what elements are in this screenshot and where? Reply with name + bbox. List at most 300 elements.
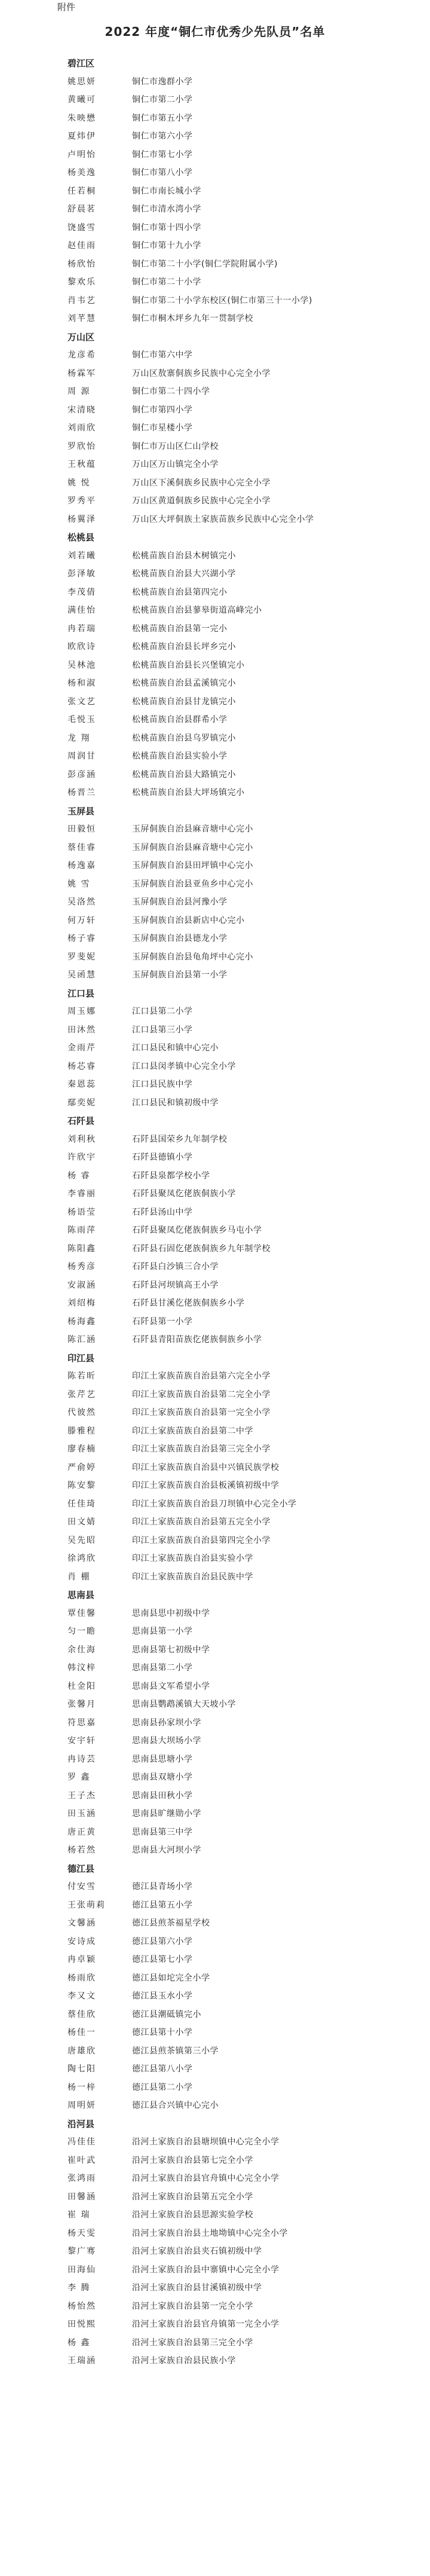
school-name: 思南县第一小学 [132,1627,193,1636]
student-name: 周 源 [67,387,91,396]
school-name: 铜仁市第二十小学东校区(铜仁市第三十一小学) [132,296,312,305]
list-item [67,2082,402,2093]
school-name: 印江土家族苗族自治县板溪镇初级中学 [132,1481,280,1490]
student-name: 毛悦玉 [67,715,96,725]
school-name: 德江县第七小学 [132,1955,193,1964]
list-item [67,478,402,488]
student-name: 崔 瑞 [67,2210,91,2220]
district-heading: 德江县 [67,1863,95,1874]
school-name: 沿河土家族自治县甘溪镇初级中学 [132,2283,262,2293]
attachment-label: 附件 [57,2,76,13]
list-item [67,1334,402,1345]
school-name: 万山区大坪侗族土家族苗族乡民族中心完全小学 [132,515,314,524]
school-name: 石阡县泉都学校小学 [132,1171,210,1181]
school-name: 石阡县甘溪仡佬族侗族乡小学 [132,1298,245,1308]
list-item [67,2009,402,2020]
school-name: 松桃苗族自治县长兴堡镇完小 [132,661,245,670]
student-name: 冉诗芸 [67,1755,96,1764]
student-name: 杨霖军 [67,369,96,378]
list-item [67,1845,402,1856]
list-item [67,2192,402,2202]
school-name: 沿河土家族自治县思源实验学校 [132,2210,253,2220]
list-item [67,149,402,160]
school-name: 石阡县青阳苗族仡佬族侗族乡小学 [132,1335,262,1344]
school-name: 思南县第七初级中学 [132,1645,210,1655]
list-item [67,423,402,433]
list-item [67,1499,402,1509]
student-name: 李茂倩 [67,588,96,597]
school-name: 松桃苗族自治县实验小学 [132,751,228,761]
student-name: 安淑涵 [67,1281,96,1290]
student-name: 严俞婷 [67,1463,96,1472]
list-item [67,1517,402,1527]
student-name: 杨怡然 [67,2302,96,2311]
school-name: 思南县鹦鹉溪镇大天坡小学 [132,1700,236,1709]
list-item [67,1718,402,1728]
document-title: 2022 年度“铜仁市优秀少先队员”名单 [105,25,325,39]
school-name: 松桃苗族自治县乌罗镇完小 [132,734,236,743]
student-name: 吴林池 [67,661,96,670]
school-name: 松桃苗族自治县木树镇完小 [132,551,236,561]
list-item [67,678,402,689]
list-item [67,1881,402,1892]
list-item [67,1808,402,1819]
student-name: 代彼然 [67,1408,96,1417]
school-name: 玉屏侗族自治县田坪镇中心完小 [132,861,253,870]
student-name: 罗斐妮 [67,952,96,962]
school-name: 德江县第五小学 [132,1900,193,1910]
list-item [67,2155,402,2166]
student-name: 刘绍梅 [67,1298,96,1308]
school-name: 松桃苗族自治县大坪场镇完小 [132,788,245,797]
school-name: 江口县闵孝镇中心完全小学 [132,1062,236,1071]
list-item [67,1900,402,1911]
list-item [67,277,402,288]
student-name: 许欣宇 [67,1153,96,1162]
list-item [67,1426,402,1437]
school-name: 印江土家族苗族自治县第六完全小学 [132,1371,271,1381]
list-item [67,1991,402,2001]
list-item [67,897,402,907]
list-item [67,2301,402,2312]
list-item [67,2228,402,2239]
school-name: 沿河土家族自治县土地坳镇中心完全小学 [132,2229,288,2238]
school-name: 松桃苗族自治县孟溪镇完小 [132,679,236,688]
student-name: 姚思妍 [67,77,96,87]
school-name: 松桃苗族自治县大路镇完小 [132,770,236,780]
list-item [67,1918,402,1929]
student-name: 杨逸嘉 [67,861,96,870]
student-name: 田沐然 [67,1025,96,1035]
student-name: 宋清晓 [67,405,96,415]
school-name: 石阡县第一小学 [132,1317,193,1327]
district-heading: 沿河县 [67,2119,95,2129]
student-name: 覃佳馨 [67,1609,96,1618]
school-name: 印江土家族苗族自治县中兴镇民族学校 [132,1463,280,1472]
school-name: 铜仁市南长城小学 [132,187,201,196]
school-name: 沿河土家族自治县官舟镇中心完全小学 [132,2174,280,2183]
list-item [67,1608,402,1619]
school-name: 沿河土家族自治县第五完全小学 [132,2192,253,2202]
student-name: 王子杰 [67,1791,96,1801]
school-name: 石阡县聚凤仡佬族侗族乡马屯小学 [132,1226,262,1235]
student-name: 刘芊慧 [67,314,96,323]
district-heading: 碧江区 [67,58,95,69]
school-name: 沿河土家族自治县民族小学 [132,2356,236,2366]
list-item [67,2064,402,2074]
school-name: 铜仁市第二小学 [132,95,193,105]
student-name: 满佳怡 [67,606,96,615]
student-name: 冉卓颖 [67,1955,96,1964]
school-name: 德江县青场小学 [132,1882,193,1891]
student-name: 夏炜伊 [67,132,96,141]
student-name: 周明妍 [67,2101,96,2110]
school-name: 玉屏侗族自治县麻音塘中心完小 [132,843,253,852]
school-name: 铜仁市万山区仁山学校 [132,442,219,451]
student-name: 陈雨萍 [67,1226,96,1235]
school-name: 沿河土家族自治县第三完全小学 [132,2338,253,2348]
list-item [67,1480,402,1491]
school-name: 万山区黄道侗族乡民族中心完全小学 [132,496,271,506]
student-name: 王瑞涵 [67,2356,96,2366]
list-item [67,1006,402,1017]
list-item [67,222,402,233]
student-name: 杨秀彦 [67,1262,96,1272]
school-name: 思南县田秋小学 [132,1791,193,1801]
school-name: 江口县民和镇初级中学 [132,1098,219,1108]
list-item [67,842,402,853]
list-item [67,386,402,397]
student-name: 肖韦艺 [67,296,96,305]
list-item [67,1553,402,1564]
school-name: 印江土家族苗族自治县实验小学 [132,1554,253,1563]
school-name: 德江县潮砥镇完小 [132,2010,201,2019]
school-name: 玉屏侗族自治县第一小学 [132,970,228,980]
school-name: 德江县煎茶镇第三小学 [132,2046,219,2056]
list-item [67,1043,402,1053]
student-name: 舒晨茗 [67,204,96,214]
school-name: 松桃苗族自治县甘龙镇完小 [132,697,236,707]
list-item [67,2046,402,2056]
school-name: 万山区下溪侗族乡民族中心完全小学 [132,478,271,488]
student-name: 罗欣怡 [67,442,96,451]
list-item [67,714,402,725]
list-item [67,1371,402,1382]
student-name: 肖 棚 [67,1572,91,1582]
list-item [67,1134,402,1145]
school-name: 石阡县聚凤仡佬族侗族小学 [132,1189,236,1199]
student-name: 符思嘉 [67,1718,96,1728]
list-item [67,1171,402,1181]
school-name: 石阡县白沙镇三合小学 [132,1262,219,1272]
list-item [67,313,402,324]
school-name: 铜仁市第六小学 [132,132,193,141]
school-name: 印江土家族苗族自治县第四完全小学 [132,1536,271,1545]
school-name: 玉屏侗族自治县龟角坪中心完小 [132,952,253,962]
school-name: 松桃苗族自治县大兴湖小学 [132,569,236,579]
student-name: 陈汇涵 [67,1335,96,1344]
school-name: 德江县第十小学 [132,2028,193,2037]
list-item [67,1280,402,1291]
student-name: 杨芯睿 [67,1062,96,1071]
student-name: 李睿丽 [67,1189,96,1199]
school-name: 铜仁市第六中学 [132,350,193,360]
student-name: 罗秀平 [67,496,96,506]
school-name: 沿河土家族自治县第一完全小学 [132,2302,253,2311]
list-item [67,970,402,980]
list-item [67,1207,402,1218]
student-name: 杜金阳 [67,1682,96,1691]
school-name: 铜仁市清水湾小学 [132,204,201,214]
list-item [67,1225,402,1236]
list-item [67,1572,402,1582]
list-item [67,2265,402,2275]
school-name: 思南县孙家坝小学 [132,1718,201,1728]
student-name: 田悦熙 [67,2320,96,2329]
student-name: 付安雪 [67,1882,96,1891]
school-name: 石阡县河坝镇高王小学 [132,1281,219,1290]
list-item [67,2282,402,2293]
list-item [67,1626,402,1637]
student-name: 杨佳一 [67,2028,96,2037]
school-name: 江口县民和镇中心完小 [132,1043,219,1053]
school-name: 松桃苗族自治县长坪乡完小 [132,642,236,652]
list-item [67,1389,402,1400]
list-item [67,441,402,452]
school-name: 玉屏侗族自治县德龙小学 [132,934,228,943]
student-name: 杨海鑫 [67,1317,96,1327]
school-name: 印江土家族苗族自治县第二完全小学 [132,1390,271,1399]
list-item [67,1261,402,1272]
list-item [67,1316,402,1327]
student-name: 姚 悦 [67,478,91,488]
student-name: 杨一梓 [67,2083,96,2092]
list-item [67,551,402,561]
list-item [67,259,402,270]
list-item [67,405,402,415]
student-name: 任佳琦 [67,1499,96,1509]
student-name: 饶盛雪 [67,223,96,233]
student-name: 田海仙 [67,2265,96,2275]
list-item [67,1973,402,1984]
student-name: 秦恩蕊 [67,1080,96,1089]
student-name: 卢明怡 [67,150,96,160]
list-item [67,1298,402,1309]
student-name: 龙 翔 [67,734,91,743]
list-item [67,1152,402,1163]
list-item [67,933,402,944]
list-item [67,1407,402,1418]
school-name: 德江县如坨完全小学 [132,1973,210,1983]
list-item [67,915,402,926]
student-name: 彭彦涵 [67,770,96,780]
school-name: 铜仁市逸群小学 [132,77,193,87]
student-name: 廖春楠 [67,1444,96,1454]
student-name: 杨若然 [67,1845,96,1855]
list-item [67,94,402,105]
student-name: 陶七阳 [67,2064,96,2074]
student-name: 王张萌莉 [67,1900,106,1910]
student-name: 李又文 [67,1991,96,2001]
school-name: 德江县第二小学 [132,2083,193,2092]
list-item [67,496,402,506]
student-name: 蔡佳欣 [67,2010,96,2019]
student-name: 韩汶梓 [67,1663,96,1673]
list-item [67,1079,402,1090]
school-name: 玉屏侗族自治县河豫小学 [132,897,228,907]
school-name: 沿河土家族自治县夹石镇初级中学 [132,2247,262,2256]
school-name: 沿河土家族自治县中寨镇中心完全小学 [132,2265,280,2275]
list-item [67,605,402,616]
school-name: 铜仁市第七小学 [132,150,193,160]
school-name: 铜仁市第四小学 [132,405,193,415]
student-name: 杨欣怡 [67,259,96,269]
list-item [67,1188,402,1199]
school-name: 沿河土家族自治县第七完全小学 [132,2156,253,2165]
school-name: 江口县民族中学 [132,1080,193,1089]
student-name: 陈阳鑫 [67,1244,96,1254]
student-name: 匀一瞻 [67,1627,96,1636]
list-item [67,459,402,470]
student-name: 杨 睿 [67,1171,91,1181]
school-name: 江口县第三小学 [132,1025,193,1035]
school-name: 铜仁市第二十小学 [132,277,201,287]
list-item [67,587,402,598]
list-item [67,1098,402,1108]
list-item [67,1444,402,1454]
student-name: 刘雨欣 [67,423,96,433]
student-name: 田馨涵 [67,2192,96,2202]
student-name: 龙彦希 [67,350,96,360]
list-item [67,204,402,215]
list-item [67,660,402,671]
student-name: 刘利秋 [67,1135,96,1144]
school-name: 德江县第八小学 [132,2064,193,2074]
student-name: 朱映懋 [67,114,96,123]
school-name: 万山区敖寨侗族乡民族中心完全小学 [132,369,271,378]
list-item [67,240,402,251]
district-heading: 思南县 [67,1590,95,1600]
list-item [67,1754,402,1765]
student-name: 杨语莹 [67,1208,96,1217]
district-heading: 印江县 [67,1353,95,1364]
student-name: 张鸿雨 [67,2174,96,2183]
list-item [67,1954,402,1965]
school-name: 铜仁市第五小学 [132,114,193,123]
school-name: 铜仁市桐木坪乡九年一贯制学校 [132,314,253,323]
school-name: 德江县合兴镇中心完小 [132,2101,219,2110]
school-name: 印江土家族苗族自治县第一完全小学 [132,1408,271,1417]
list-item [67,1243,402,1254]
school-name: 德江县玉水小学 [132,1991,193,2001]
list-item [67,2100,402,2111]
student-name: 彭泽敏 [67,569,96,579]
list-item [67,368,402,379]
student-name: 杨 鑫 [67,2338,91,2348]
school-name: 思南县思塘小学 [132,1755,193,1764]
school-name: 松桃苗族自治县第四完小 [132,588,228,597]
school-name: 玉屏侗族自治县新店中心完小 [132,916,245,925]
list-item [67,113,402,124]
school-name: 万山区万山镇完全小学 [132,460,219,469]
student-name: 杨雨欣 [67,1973,96,1983]
student-name: 张芹艺 [67,1390,96,1399]
school-name: 铜仁市第八小学 [132,168,193,178]
list-item [67,1772,402,1783]
school-name: 松桃苗族自治县群希小学 [132,715,228,725]
student-name: 杨晋兰 [67,788,96,797]
student-name: 陈安黎 [67,1481,96,1490]
list-item [67,696,402,707]
school-name: 铜仁市第十九小学 [132,241,201,250]
student-name: 田毅恒 [67,824,96,834]
student-name: 田文婧 [67,1517,96,1527]
school-name: 沿河土家族自治县塘坝镇中心完全小学 [132,2137,280,2147]
school-name: 印江土家族苗族自治县第三完全小学 [132,1444,271,1454]
school-name: 铜仁市第二十小学(铜仁学院附属小学) [132,259,278,269]
student-name: 姚 雪 [67,879,91,889]
school-name: 铜仁市第二十四小学 [132,387,210,396]
list-item [67,1936,402,1947]
school-name: 松桃苗族自治县第一完小 [132,624,228,634]
list-item [67,1699,402,1710]
school-name: 玉屏侗族自治县亚鱼乡中心完小 [132,879,253,889]
student-name: 崔叶武 [67,2156,96,2165]
list-item [67,824,402,835]
student-name: 刘若曦 [67,551,96,561]
school-name: 铜仁市星楼小学 [132,423,193,433]
student-name: 黄曦可 [67,95,96,105]
school-name: 江口县第二小学 [132,1007,193,1016]
school-name: 铜仁市第十四小学 [132,223,201,233]
list-item [67,2173,402,2184]
school-name: 思南县第三中学 [132,1828,193,1837]
school-name: 石阡县汤山中学 [132,1208,193,1217]
list-item [67,2319,402,2330]
school-name: 松桃苗族自治县蓼皋街道高峰完小 [132,606,262,615]
school-name: 德江县第六小学 [132,1937,193,1946]
school-name: 石阡县德镇小学 [132,1153,193,1162]
list-item [67,641,402,652]
list-item [67,2137,402,2147]
list-item [67,1025,402,1035]
student-name: 冯佳佳 [67,2137,96,2147]
student-name: 黎广骞 [67,2247,96,2256]
list-item [67,1663,402,1673]
school-name: 思南县大河坝小学 [132,1845,201,1855]
school-name: 思南县第二小学 [132,1663,193,1673]
list-item [67,167,402,178]
student-name: 滕雅程 [67,1426,96,1436]
list-item [67,1645,402,1655]
list-item [67,2337,402,2348]
list-item [67,350,402,360]
student-name: 杨美逸 [67,168,96,178]
school-name: 玉屏侗族自治县麻音塘中心完小 [132,824,253,834]
student-name: 田玉涵 [67,1809,96,1819]
student-name: 杨子睿 [67,934,96,943]
district-heading: 万山区 [67,332,95,343]
school-name: 印江土家族苗族自治县第二中学 [132,1426,253,1436]
district-heading: 江口县 [67,988,95,999]
student-name: 陈若昕 [67,1371,96,1381]
student-name: 杨天雯 [67,2229,96,2238]
list-item [67,1681,402,1692]
list-item [67,769,402,780]
student-name: 冉若瑞 [67,624,96,634]
student-name: 赵佳雨 [67,241,96,250]
list-item [67,295,402,306]
